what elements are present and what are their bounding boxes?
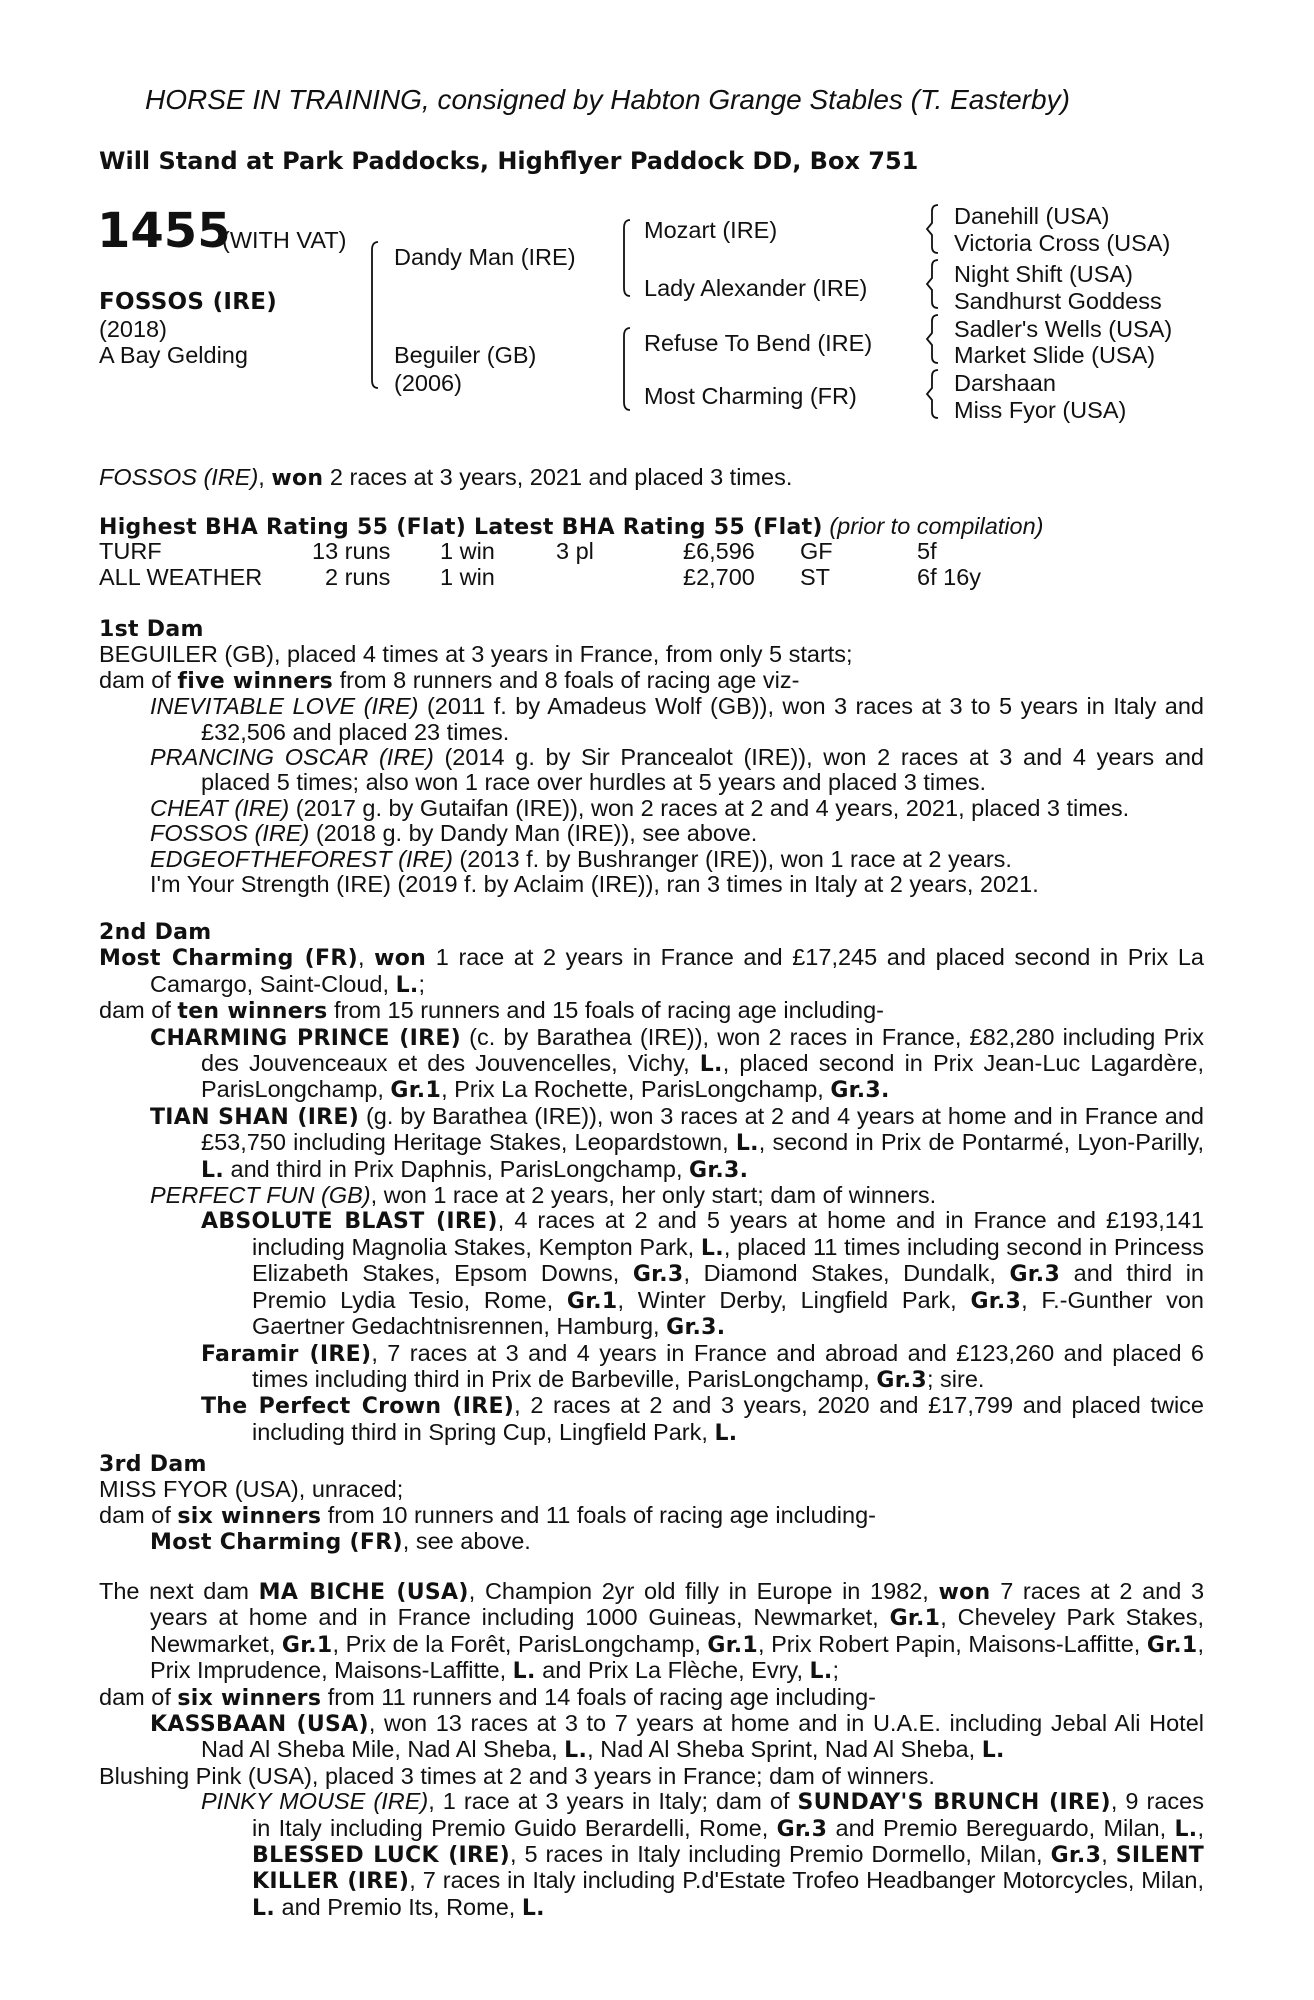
text-span: dam of bbox=[99, 1501, 178, 1528]
text-span: . bbox=[716, 1315, 726, 1341]
text-span: , bbox=[1197, 1814, 1204, 1841]
text-span: . bbox=[739, 1157, 749, 1183]
pedigree-bracket-g1 bbox=[926, 203, 940, 255]
pedigree-sire: Dandy Man (IRE) bbox=[394, 244, 576, 270]
progeny-name: CHARMING PRINCE (IRE) bbox=[150, 1025, 462, 1051]
rating-turf-places: 3 pl bbox=[556, 538, 594, 564]
grand-progeny-item bbox=[99, 1393, 1204, 1446]
listed-label: L. bbox=[395, 972, 419, 998]
pedigree-bracket-g4 bbox=[926, 368, 940, 420]
third-dam-produce-line bbox=[99, 1503, 1204, 1529]
first-dam-line: BEGUILER (GB), placed 4 times at 3 years in France, from only 5 starts; bbox=[99, 641, 853, 668]
progeny-item bbox=[99, 1711, 1204, 1764]
pedigree-bracket-2 bbox=[618, 218, 632, 298]
text-span: , bbox=[1101, 1841, 1116, 1868]
progeny-text: (2013 f. by Bushranger (IRE)), won 1 race at 2 years. bbox=[452, 845, 1012, 872]
text-span: , F.-Gunther von Gaertner Gedachtnisrennen, Hamburg, bbox=[252, 1286, 1204, 1340]
listed-label: L. bbox=[252, 1895, 275, 1921]
winners-count: six winners bbox=[177, 1685, 322, 1711]
text-span: ; sire. bbox=[927, 1365, 985, 1392]
text-span: , 4 races at 2 and 5 years at home and in France and £193,141 including Magnolia Stakes, Kempton Park, bbox=[252, 1207, 1204, 1260]
rating-heading-line bbox=[99, 514, 1044, 540]
text-span: , Prix Imprudence, Maisons-Laffitte, bbox=[150, 1630, 1205, 1684]
pedigree-g6: Market Slide (USA) bbox=[954, 342, 1156, 368]
group-label: Gr.3 bbox=[666, 1315, 717, 1341]
listed-label: L. bbox=[1174, 1816, 1198, 1842]
vat-note: (WITH VAT) bbox=[222, 227, 347, 253]
first-dam-heading: 1st Dam bbox=[99, 617, 204, 642]
progeny-name: INEVITABLE LOVE (IRE) bbox=[150, 693, 419, 720]
grand-progeny-item bbox=[99, 1341, 1204, 1394]
text-span: , Diamond Stakes, Dundalk, bbox=[683, 1260, 1010, 1287]
grand-progeny-item bbox=[99, 1208, 1204, 1340]
group-label: Gr.1 bbox=[889, 1606, 941, 1632]
listed-label: L. bbox=[714, 1420, 738, 1446]
dam-name: Most Charming (FR) bbox=[99, 946, 358, 972]
progeny-name: FOSSOS (IRE) bbox=[150, 820, 310, 847]
pedigree-bracket-g3 bbox=[926, 313, 940, 365]
text-span: , bbox=[357, 944, 375, 971]
progeny-item bbox=[99, 1104, 1204, 1183]
text-span: , 9 races in Italy including Premio Guido Berardelli, Rome, bbox=[252, 1788, 1204, 1841]
text-span: , 2 races at 2 and 3 years, 2020 and £17,799 and placed twice including third in Spring Cup, Lingfield Park, bbox=[252, 1392, 1204, 1445]
won-label: won bbox=[374, 946, 427, 972]
rating-aw-prize: £2,700 bbox=[683, 564, 755, 590]
rating-aw-going: ST bbox=[800, 564, 831, 590]
listed-label: L. bbox=[700, 1235, 724, 1261]
winners-count: five winners bbox=[177, 668, 334, 694]
progeny-text: (2011 f. by Amadeus Wolf (GB)), won 3 races at 3 to 5 years in Italy and £32,506 and placed 23 times. bbox=[201, 693, 1204, 745]
summary-won: won bbox=[271, 466, 324, 491]
text-span: , Prix Robert Papin, Maisons-Laffitte, bbox=[758, 1630, 1147, 1657]
horse-name: FOSSOS (IRE) bbox=[99, 289, 278, 315]
text-span: , Prix de la Forêt, ParisLongchamp, bbox=[332, 1630, 708, 1657]
progeny-name: PRANCING OSCAR (IRE) bbox=[150, 744, 434, 771]
progeny-name: PINKY MOUSE (IRE) bbox=[201, 1788, 429, 1815]
pedigree-sire-sire: Mozart (IRE) bbox=[644, 217, 778, 243]
second-dam-produce-line bbox=[99, 998, 1204, 1024]
listed-label: L. bbox=[699, 1052, 723, 1078]
group-label: Gr.3 bbox=[1050, 1843, 1102, 1869]
text-span: , 5 races in Italy including Premio Dormello, Milan, bbox=[509, 1841, 1051, 1868]
rating-turf-wins: 1 win bbox=[440, 538, 495, 564]
rating-turf-runs: 13 runs bbox=[312, 538, 391, 564]
progeny-name: EDGEOFTHEFOREST (IRE) bbox=[150, 845, 453, 872]
text-span: , 7 races at 3 and 4 years in France and abroad and £123,260 and placed 6 times including third in Prix de Barbeville, ParisLongchamp, bbox=[252, 1339, 1204, 1392]
progeny-text: (2018 g. by Dandy Man (IRE)), see above. bbox=[309, 820, 758, 847]
text-span: , placed second in Prix Jean-Luc Lagardère, ParisLongchamp, bbox=[201, 1050, 1204, 1103]
second-dam-section bbox=[99, 920, 1204, 1446]
grand-progeny-item bbox=[99, 1789, 1204, 1921]
rating-aw-surface: ALL WEATHER bbox=[99, 564, 263, 590]
text-span: from 10 runners and 11 foals of racing age including- bbox=[321, 1501, 876, 1528]
progeny-text: (2014 g. by Sir Prancealot (IRE)), won 2 races at 3 and 4 years and placed 5 times; also won 1 race over hurdles at 5 years and placed 3 times. bbox=[201, 744, 1204, 796]
progeny-name: SUNDAY'S BRUNCH (IRE) bbox=[797, 1790, 1111, 1816]
progeny-name: Faramir (IRE) bbox=[201, 1341, 372, 1367]
text-span: dam of bbox=[99, 1683, 178, 1710]
pedigree-dam: Beguiler (GB) bbox=[394, 342, 537, 368]
dam-name: MA BICHE (USA) bbox=[258, 1580, 469, 1605]
text-span: , 7 races in Italy including P.d'Estate Trofeo Headbanger Motorcycles, Milan, bbox=[409, 1867, 1204, 1894]
pedigree-g3: Night Shift (USA) bbox=[954, 261, 1133, 287]
progeny-item bbox=[99, 1183, 1204, 1208]
text-span: ; bbox=[418, 970, 426, 997]
text-span: . bbox=[880, 1078, 890, 1104]
text-span: , see above. bbox=[402, 1528, 531, 1555]
text-span: ; bbox=[832, 1657, 840, 1684]
group-label: Gr.1 bbox=[1146, 1632, 1198, 1658]
stand-location: Will Stand at Park Paddocks, Highflyer Paddock DD, Box 751 bbox=[99, 147, 919, 175]
next-dam-section bbox=[99, 1579, 1204, 1921]
text-span: 1 race at 2 years in France and £17,245 and placed second in Prix La Camargo, Saint-Cloud, bbox=[150, 944, 1205, 997]
rating-turf-prize: £6,596 bbox=[683, 538, 755, 564]
pedigree-g8: Miss Fyor (USA) bbox=[954, 397, 1127, 423]
text-span: (g. by Barathea (IRE)), won 3 races at 2 and 4 years at home and in France and £53,750 including Heritage Stakes, Leopardstown, bbox=[201, 1102, 1204, 1156]
progeny-name: KASSBAAN (USA) bbox=[150, 1712, 369, 1738]
listed-label: L. bbox=[564, 1738, 588, 1764]
text-span: dam of bbox=[99, 997, 178, 1024]
next-dam-produce-line bbox=[99, 1685, 1204, 1711]
page-header: HORSE IN TRAINING, consigned by Habton Grange Stables (T. Easterby) bbox=[145, 84, 1070, 115]
progeny-item bbox=[99, 796, 1204, 821]
progeny-item bbox=[99, 694, 1204, 745]
pedigree-g1: Danehill (USA) bbox=[954, 203, 1110, 229]
pedigree-bracket-g2 bbox=[926, 258, 940, 310]
rating-turf-going: GF bbox=[800, 538, 833, 564]
winners-count: ten winners bbox=[177, 999, 328, 1025]
listed-label: L. bbox=[735, 1131, 759, 1157]
listed-label: L. bbox=[512, 1659, 536, 1685]
group-label: Gr.1 bbox=[390, 1078, 442, 1104]
third-dam-heading: 3rd Dam bbox=[99, 1452, 207, 1477]
progeny-name: BLESSED LUCK (IRE) bbox=[252, 1843, 510, 1869]
group-label: Gr.3 bbox=[876, 1367, 927, 1393]
pedigree-bracket-3 bbox=[618, 326, 632, 412]
rating-note: (prior to compilation) bbox=[829, 513, 1044, 539]
text-span: , Winter Derby, Lingfield Park, bbox=[617, 1286, 971, 1313]
text-span: (c. by Barathea (IRE)), won 2 races in France, £82,280 including Prix des Jouvenceaux et des Jouvencelles, Vichy, bbox=[201, 1023, 1204, 1077]
text-span: and Prix La Flèche, Evry, bbox=[535, 1657, 810, 1684]
won-label: won bbox=[938, 1580, 991, 1605]
listed-label: L. bbox=[809, 1659, 833, 1685]
listed-label: L. bbox=[981, 1738, 1005, 1764]
rating-heading: Highest BHA Rating 55 (Flat) Latest BHA Rating 55 (Flat) bbox=[99, 515, 823, 540]
progeny-item bbox=[99, 1529, 1204, 1555]
text-span: , placed 11 times including second in Princess Elizabeth Stakes, Epsom Downs, bbox=[252, 1233, 1204, 1287]
rating-turf-distance: 5f bbox=[917, 538, 937, 564]
progeny-name: ABSOLUTE BLAST (IRE) bbox=[201, 1209, 498, 1235]
progeny-item: Blushing Pink (USA), placed 3 times at 2 and 3 years in France; dam of winners. bbox=[99, 1762, 935, 1789]
pedigree-bracket-1 bbox=[366, 240, 380, 390]
next-dam-line bbox=[99, 1579, 1204, 1685]
first-dam-produce-line bbox=[99, 668, 1204, 694]
lot-number: 1455 bbox=[97, 203, 231, 259]
listed-label: L. bbox=[521, 1895, 545, 1921]
pedigree-g2: Victoria Cross (USA) bbox=[954, 230, 1171, 256]
text-span: , 1 race at 3 years in Italy; dam of bbox=[428, 1788, 798, 1815]
rating-aw-wins: 1 win bbox=[440, 564, 495, 590]
summary-text: 2 races at 3 years, 2021 and placed 3 times. bbox=[323, 464, 793, 490]
text-span: The next dam bbox=[99, 1578, 259, 1604]
rating-aw-runs: 2 runs bbox=[325, 564, 391, 590]
rating-aw-distance: 6f 16y bbox=[917, 564, 982, 590]
second-dam-heading: 2nd Dam bbox=[99, 920, 212, 945]
horse-description: A Bay Gelding bbox=[99, 342, 248, 368]
text-span: , won 1 race at 2 years, her only start; dam of winners. bbox=[370, 1182, 937, 1209]
text-span: and Premio Its, Rome, bbox=[274, 1893, 522, 1920]
progeny-name: TIAN SHAN (IRE) bbox=[150, 1104, 360, 1130]
first-dam-section bbox=[99, 617, 1204, 897]
progeny-name: PERFECT FUN (GB) bbox=[150, 1182, 371, 1209]
pedigree-dam-sire: Refuse To Bend (IRE) bbox=[644, 330, 873, 356]
pedigree-dam-year: (2006) bbox=[394, 370, 462, 396]
text-span: , Champion 2yr old filly in Europe in 1982, bbox=[468, 1578, 939, 1604]
text-span: , second in Prix de Pontarmé, Lyon-Parilly, bbox=[758, 1129, 1204, 1156]
progeny-item bbox=[99, 821, 1204, 846]
third-dam-section bbox=[99, 1452, 1204, 1556]
winners-count: six winners bbox=[177, 1503, 322, 1529]
text-span: 7 races at 2 and 3 years at home and in France including 1000 Guineas, Newmarket, bbox=[150, 1578, 1205, 1631]
progeny-item bbox=[99, 847, 1204, 872]
group-label: Gr.3 bbox=[1009, 1262, 1061, 1288]
progeny-item: I'm Your Strength (IRE) (2019 f. by Aclaim (IRE)), ran 3 times in Italy at 2 years, 2021. bbox=[150, 871, 1039, 898]
summary-horse-name: FOSSOS (IRE) bbox=[99, 464, 259, 490]
text-span: and third in Prix Daphnis, ParisLongchamp, bbox=[223, 1155, 690, 1182]
text-span: from 11 runners and 14 foals of racing age including- bbox=[321, 1683, 876, 1710]
group-label: Gr.3 bbox=[632, 1262, 684, 1288]
horse-year: (2018) bbox=[99, 316, 167, 342]
progeny-item bbox=[99, 1025, 1204, 1104]
race-summary bbox=[99, 465, 792, 491]
text-span: , won 13 races at 3 to 7 years at home and in U.A.E. including Jebal Ali Hotel Nad Al Sheba Mile, Nad Al Sheba, bbox=[201, 1710, 1205, 1763]
group-label: Gr.1 bbox=[707, 1632, 759, 1658]
summary-comma: , bbox=[258, 464, 272, 490]
group-label: Gr.3 bbox=[830, 1078, 881, 1104]
pedigree-g5: Sadler's Wells (USA) bbox=[954, 316, 1173, 342]
text-span: dam of bbox=[99, 666, 178, 693]
second-dam-line bbox=[99, 945, 1204, 998]
text-span: and third in Premio Lydia Tesio, Rome, bbox=[252, 1260, 1204, 1313]
rating-turf-surface: TURF bbox=[99, 538, 162, 564]
pedigree-g4: Sandhurst Goddess bbox=[954, 288, 1162, 314]
progeny-item bbox=[99, 745, 1204, 796]
text-span: , Nad Al Sheba Sprint, Nad Al Sheba, bbox=[587, 1736, 982, 1763]
pedigree-dam-dam: Most Charming (FR) bbox=[644, 383, 857, 409]
progeny-name: SILENT KILLER (IRE) bbox=[252, 1843, 1204, 1895]
text-span: from 15 runners and 15 foals of racing age including- bbox=[327, 997, 884, 1024]
third-dam-line: MISS FYOR (USA), unraced; bbox=[99, 1476, 404, 1503]
text-span: from 8 runners and 8 foals of racing age viz- bbox=[333, 666, 800, 693]
progeny-name: Most Charming (FR) bbox=[150, 1530, 403, 1556]
group-label: Gr.1 bbox=[281, 1632, 333, 1658]
progeny-text: (2017 g. by Gutaifan (IRE)), won 2 races at 2 and 4 years, 2021, placed 3 times. bbox=[289, 794, 1130, 821]
pedigree-sire-dam: Lady Alexander (IRE) bbox=[644, 275, 868, 301]
listed-label: L. bbox=[201, 1157, 224, 1183]
group-label: Gr.1 bbox=[566, 1288, 618, 1314]
pedigree-g7: Darshaan bbox=[954, 370, 1056, 396]
progeny-name: The Perfect Crown (IRE) bbox=[201, 1394, 515, 1420]
progeny-name: CHEAT (IRE) bbox=[150, 794, 290, 821]
text-span: , Prix La Rochette, ParisLongchamp, bbox=[441, 1076, 831, 1103]
group-label: Gr.3 bbox=[776, 1816, 828, 1842]
group-label: Gr.3 bbox=[970, 1288, 1022, 1314]
group-label: Gr.3 bbox=[689, 1157, 740, 1183]
text-span: and Premio Bereguardo, Milan, bbox=[827, 1814, 1175, 1841]
text-span: , Cheveley Park Stakes, Newmarket, bbox=[150, 1604, 1204, 1657]
